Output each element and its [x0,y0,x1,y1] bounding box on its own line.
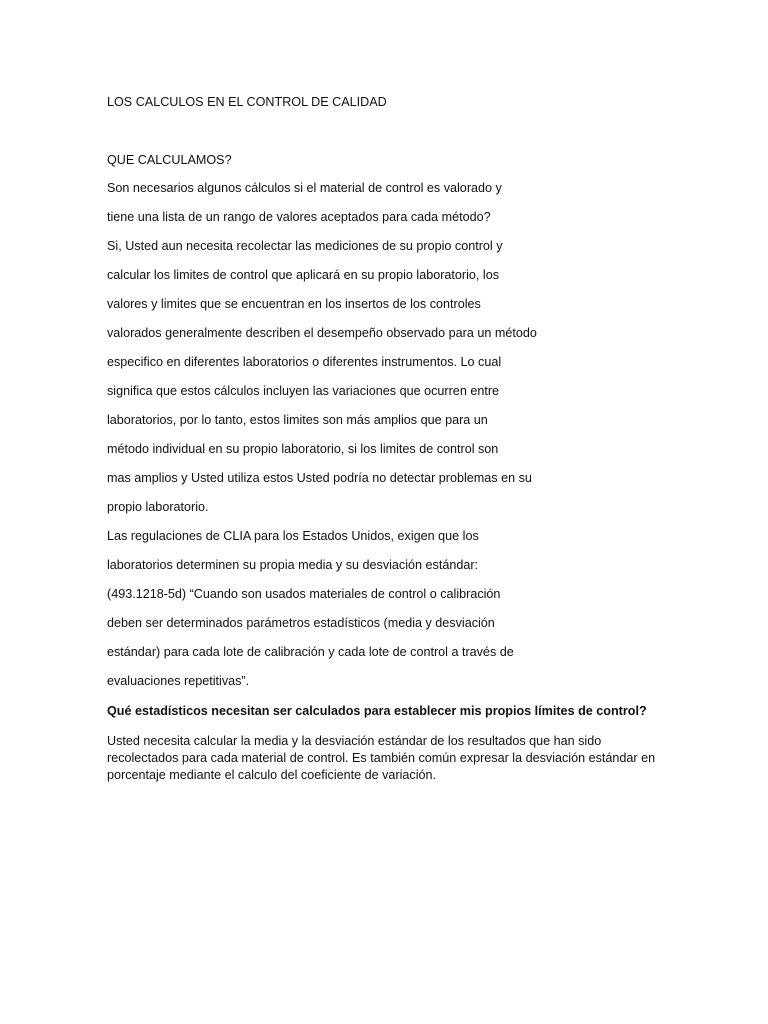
body-line: Si, Usted aun necesita recolectar las mediciones de su propio control y [107,239,503,253]
body-line: laboratorios, por lo tanto, estos limites son más amplios que para un [107,413,488,427]
body-line: método individual en su propio laboratorio, si los limites de control son [107,442,499,456]
answer-line: porcentaje mediante el calculo del coeficiente de variación. [107,768,437,782]
body-line: Son necesarios algunos cálculos si el material de control es valorado y [107,181,502,195]
body-line: significa que estos cálculos incluyen las variaciones que ocurren entre [107,384,500,398]
body-line: valorados generalmente describen el desempeño observado para un método [107,326,537,340]
answer-line: Usted necesita calcular la media y la desviación estándar de los resultados que han sido [107,734,602,748]
body-line: especifico en diferentes laboratorios o diferentes instrumentos. Lo cual [107,355,502,369]
body-line: (493.1218-5d) “Cuando son usados materiales de control o calibración [107,587,501,601]
body-line: calcular los limites de control que aplicará en su propio laboratorio, los [107,268,500,282]
body-line: tiene una lista de un rango de valores aceptados para cada método? [107,210,491,224]
body-line: propio laboratorio. [107,500,209,514]
body-line: laboratorios determinen su propia media y su desviación estándar: [107,558,479,572]
question-heading: Qué estadísticos necesitan ser calculados para establecer mis propios límites de control? [107,704,647,718]
body-line: deben ser determinados parámetros estadísticos (media y desviación [107,616,495,630]
body-line: mas amplios y Usted utiliza estos Usted podría no detectar problemas en su [107,471,532,485]
section-heading: QUE CALCULAMOS? [107,153,232,167]
body-line: Las regulaciones de CLIA para los Estados Unidos, exigen que los [107,529,479,543]
answer-line: recolectados para cada material de control. Es también común expresar la desviación estándar en [107,751,656,765]
answer-paragraph [107,733,667,784]
body-line: valores y limites que se encuentran en los insertos de los controles [107,297,481,311]
body-line: estándar) para cada lote de calibración y cada lote de control a través de [107,645,514,659]
document-title: LOS CALCULOS EN EL CONTROL DE CALIDAD [107,95,387,109]
body-line: evaluaciones repetitivas”. [107,674,250,688]
